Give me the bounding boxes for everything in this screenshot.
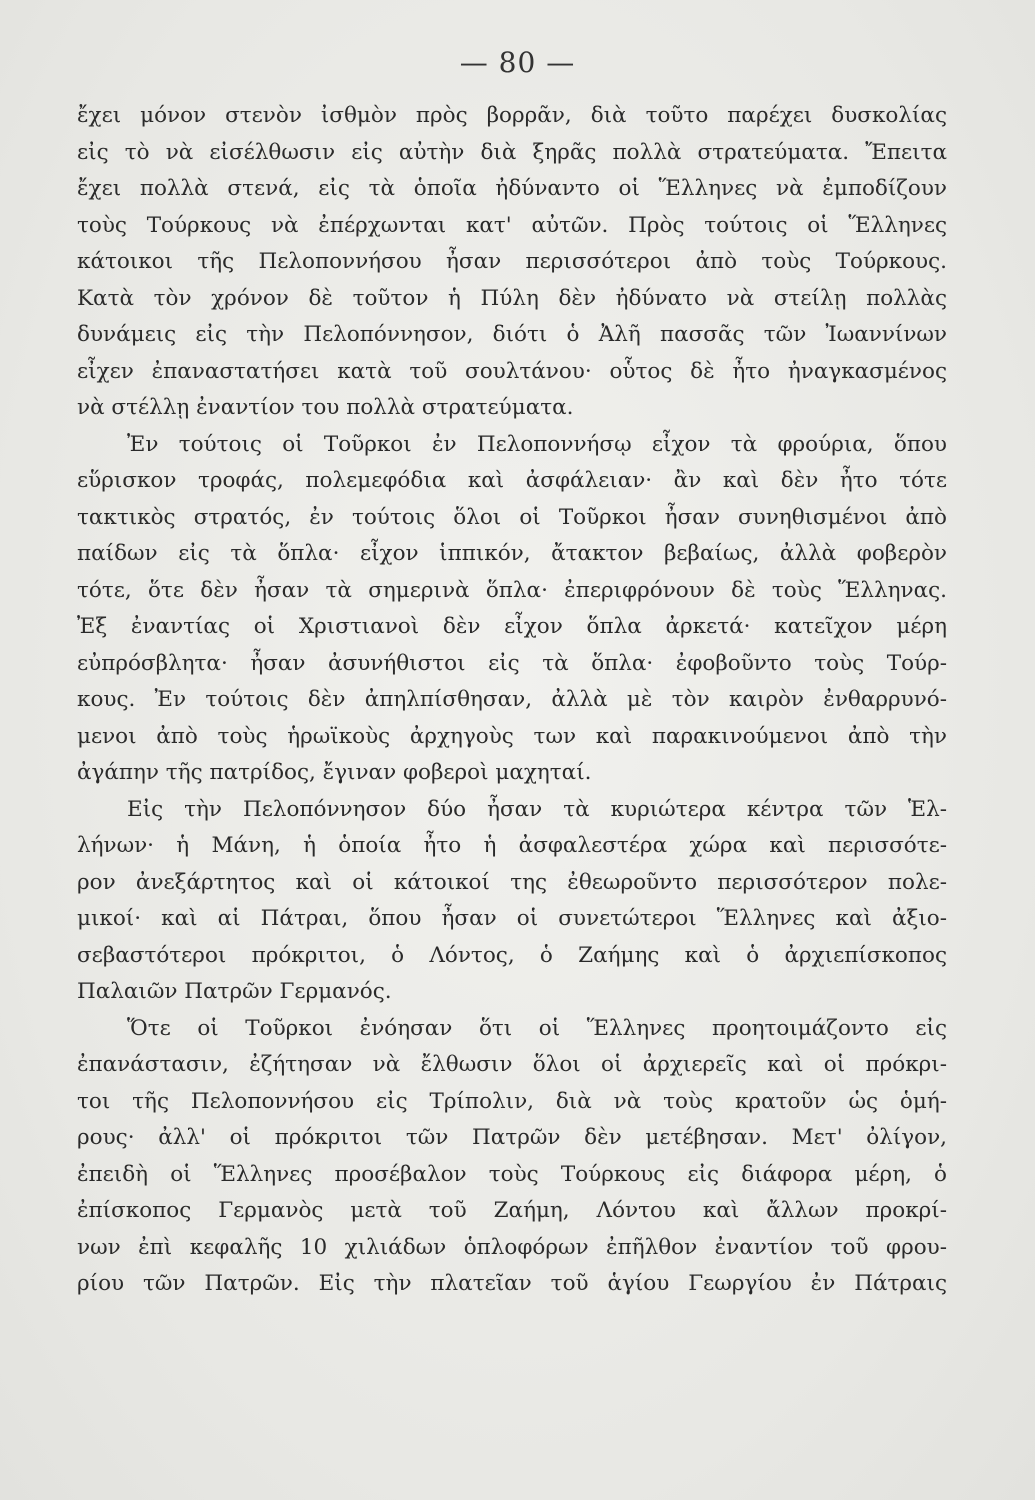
text-line: εἰς τὸ νὰ εἰσέλθωσιν εἰς αὐτὴν διὰ ξηρᾶς πολλὰ στρατεύματα. Ἔπειτα — [77, 139, 947, 165]
text-line: μενοι ἀπὸ τοὺς ἡρωϊκοὺς ἀρχηγοὺς των καὶ παρακινούμενοι ἀπὸ τὴν — [77, 723, 947, 749]
text-line: νὰ στέλλῃ ἐναντίον του πολλὰ στρατεύματα. — [77, 395, 574, 420]
text-line: τοι τῆς Πελοποννήσου εἰς Τρίπολιν, διὰ νὰ τοὺς κρατοῦν ὡς ὁμή- — [77, 1088, 947, 1114]
text-line: ἐπίσκοπος Γερμανὸς μετὰ τοῦ Ζαήμη, Λόντου καὶ ἄλλων προκρί- — [77, 1198, 947, 1223]
text-line: ἔχει μόνον στενὸν ἰσθμὸν πρὸς βορρᾶν, διὰ τοῦτο παρέχει δυσκολίας — [77, 103, 947, 128]
text-line: ρους· ἀλλ' οἱ πρόκριτοι τῶν Πατρῶν δὲν μετέβησαν. Μετ' ὀλίγον, — [77, 1125, 947, 1150]
text-line: Ἐξ ἐναντίας οἱ Χριστιανοὶ δὲν εἶχον ὅπλα ἀρκετά· κατεῖχον μέρη — [77, 614, 947, 639]
text-line: εὐπρόσβλητα· ἦσαν ἀσυνήθιστοι εἰς τὰ ὅπλα· ἐφοβοῦντο τοὺς Τούρ- — [77, 650, 947, 676]
text-line: Κατὰ τὸν χρόνον δὲ τοῦτον ἡ Πύλη δὲν ἠδύνατο νὰ στείλῃ πολλὰς — [77, 285, 947, 311]
text-line: ἐπειδὴ οἱ Ἕλληνες προσέβαλον τοὺς Τούρκους εἰς διάφορα μέρη, ὁ — [77, 1161, 947, 1187]
text-line: μικοί· καὶ αἱ Πάτραι, ὅπου ἦσαν οἱ συνετώτεροι Ἕλληνες καὶ ἀξιο- — [77, 906, 947, 931]
text-line: Εἰς τὴν Πελοπόννησον δύο ἦσαν τὰ κυριώτερα κέντρα τῶν Ἑλ- — [127, 796, 947, 822]
text-line: Ἐν τούτοις οἱ Τοῦρκοι ἐν Πελοποννήσῳ εἶχον τὰ φρούρια, ὅπου — [127, 431, 947, 457]
page-number: — 80 — — [459, 46, 576, 79]
text-line: Ὅτε οἱ Τοῦρκοι ἐνόησαν ὅτι οἱ Ἕλληνες προητοιμάζοντο εἰς — [127, 1015, 947, 1041]
text-line: παίδων εἰς τὰ ὅπλα· εἶχον ἱππικόν, ἄτακτον βεβαίως, ἀλλὰ φοβερὸν — [77, 541, 947, 566]
text-line: ρον ἀνεξάρτητος καὶ οἱ κάτοικοί της ἐθεωροῦντο περισσότερον πολε- — [77, 869, 947, 895]
text-line: εἶχεν ἐπαναστατήσει κατὰ τοῦ σουλτάνου· οὗτος δὲ ἦτο ἠναγκασμένος — [77, 358, 947, 384]
text-line: ἔχει πολλὰ στενά, εἰς τὰ ὁποῖα ἠδύναντο οἱ Ἕλληνες νὰ ἐμποδίζουν — [77, 176, 947, 201]
text-line: εὕρισκον τροφάς, πολεμεφόδια καὶ ἀσφάλειαν· ἂν καὶ δὲν ἦτο τότε — [77, 468, 947, 493]
text-line: λήνων· ἡ Μάνη, ἡ ὁποία ἦτο ἡ ἀσφαλεστέρα χώρα καὶ περισσότε- — [77, 833, 947, 858]
text-line: κους. Ἐν τούτοις δὲν ἀπηλπίσθησαν, ἀλλὰ μὲ τὸν καιρὸν ἐνθαρρυνό- — [77, 687, 947, 712]
text-line: σεβαστότεροι πρόκριτοι, ὁ Λόντος, ὁ Ζαήμης καὶ ὁ ἀρχιεπίσκοπος — [77, 942, 947, 968]
text-line: ἀγάπην τῆς πατρίδος, ἔγιναν φοβεροὶ μαχηταί. — [77, 760, 592, 785]
text-line: Παλαιῶν Πατρῶν Γερμανός. — [77, 979, 392, 1004]
text-line: τότε, ὅτε δὲν ἦσαν τὰ σημερινὰ ὅπλα· ἐπεριφρόνουν δὲ τοὺς Ἕλληνας. — [77, 577, 947, 603]
text-line: νων ἐπὶ κεφαλῆς 10 χιλιάδων ὁπλοφόρων ἐπῆλθον ἐναντίον τοῦ φρου- — [77, 1234, 947, 1260]
text-line: τοὺς Τούρκους νὰ ἐπέρχωνται κατ' αὐτῶν. Πρὸς τούτοις οἱ Ἕλληνες — [77, 212, 947, 238]
text-line: κάτοικοι τῆς Πελοποννήσου ἦσαν περισσότεροι ἀπὸ τοὺς Τούρκους. — [77, 249, 947, 274]
text-line: τακτικὸς στρατός, ἐν τούτοις ὅλοι οἱ Τοῦρκοι ἦσαν συνηθισμένοι ἀπὸ — [77, 504, 947, 530]
text-line: δυνάμεις εἰς τὴν Πελοπόννησον, διότι ὁ Ἀλῆ πασσᾶς τῶν Ἰωαννίνων — [77, 322, 947, 347]
body-text — [77, 98, 947, 1303]
text-line: ρίου τῶν Πατρῶν. Εἰς τὴν πλατεῖαν τοῦ ἁγίου Γεωργίου ἐν Πάτραις — [77, 1271, 947, 1296]
text-line: ἐπανάστασιν, ἐζήτησαν νὰ ἔλθωσιν ὅλοι οἱ ἀρχιερεῖς καὶ οἱ πρόκρι- — [77, 1052, 947, 1077]
